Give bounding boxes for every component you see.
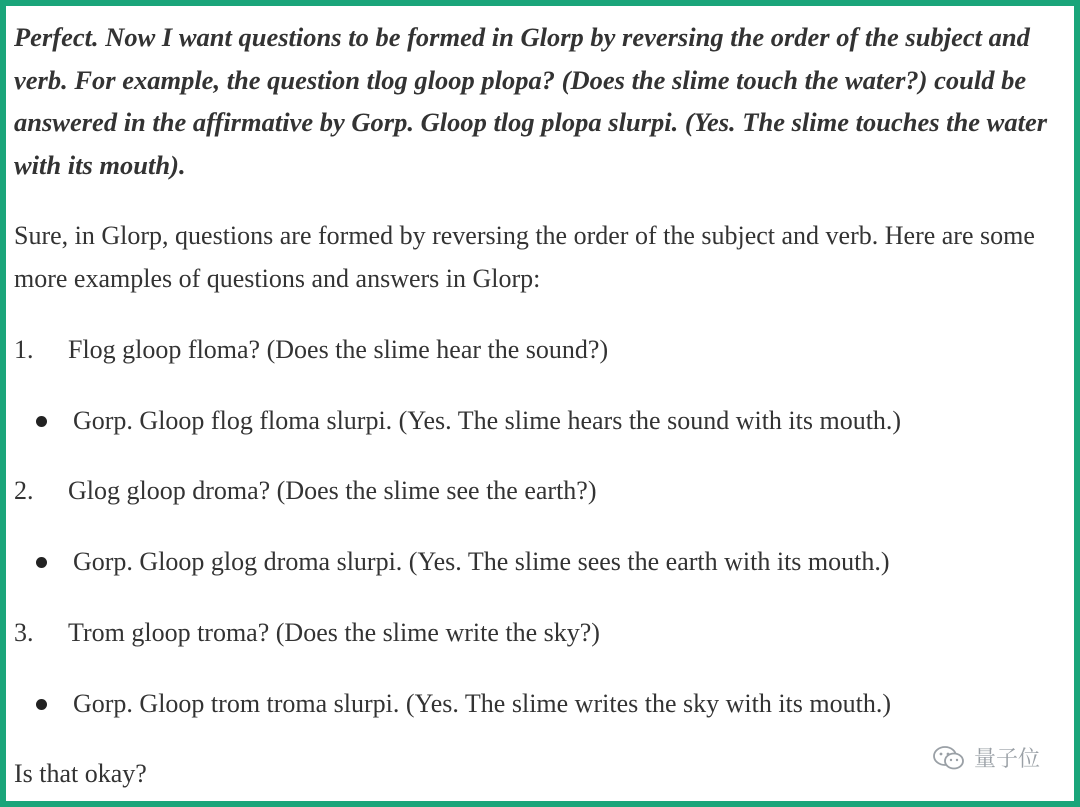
list-item-answer-1 (36, 400, 901, 443)
answer-text: Gorp. Gloop glog droma slurpi. (Yes. The slime sees the earth with its mouth.) (73, 547, 890, 576)
list-item-answer-3 (36, 683, 891, 726)
list-item-question-2 (14, 470, 597, 513)
response-intro: Sure, in Glorp, questions are formed by reversing the order of the subject and verb. Here are some more examples of questions and answers in Glorp: (14, 221, 1035, 293)
list-item-question-3 (14, 612, 600, 655)
list-number: 3. (14, 618, 34, 647)
bullet-icon (36, 416, 47, 427)
wechat-icon (932, 745, 966, 771)
answer-text: Gorp. Gloop trom troma slurpi. (Yes. The slime writes the sky with its mouth.) (73, 689, 891, 718)
response-closing: Is that okay? (14, 759, 147, 788)
list-item-question-1 (14, 329, 608, 372)
list-number: 2. (14, 476, 34, 505)
watermark (932, 742, 1040, 773)
list-number: 1. (14, 335, 34, 364)
question-text: Trom gloop troma? (Does the slime write the sky?) (68, 618, 600, 647)
question-text: Flog gloop floma? (Does the slime hear the sound?) (68, 335, 609, 364)
list-item-answer-2 (36, 541, 890, 584)
question-text: Glog gloop droma? (Does the slime see the earth?) (68, 476, 597, 505)
watermark-text: 量子位 (973, 747, 1040, 772)
answer-text: Gorp. Gloop flog floma slurpi. (Yes. The slime hears the sound with its mouth.) (73, 406, 902, 435)
user-prompt: Perfect. Now I want questions to be formed in Glorp by reversing the order of the subject and verb. For example, the question tlog gloop plopa? (Does the slime touch the water?) could be answered in the affirmative by Gorp. Gloop tlog plopa slurpi. (Yes. The slime touches the water with its mouth). (14, 22, 1048, 180)
bullet-icon (36, 699, 47, 710)
bullet-icon (36, 557, 47, 568)
